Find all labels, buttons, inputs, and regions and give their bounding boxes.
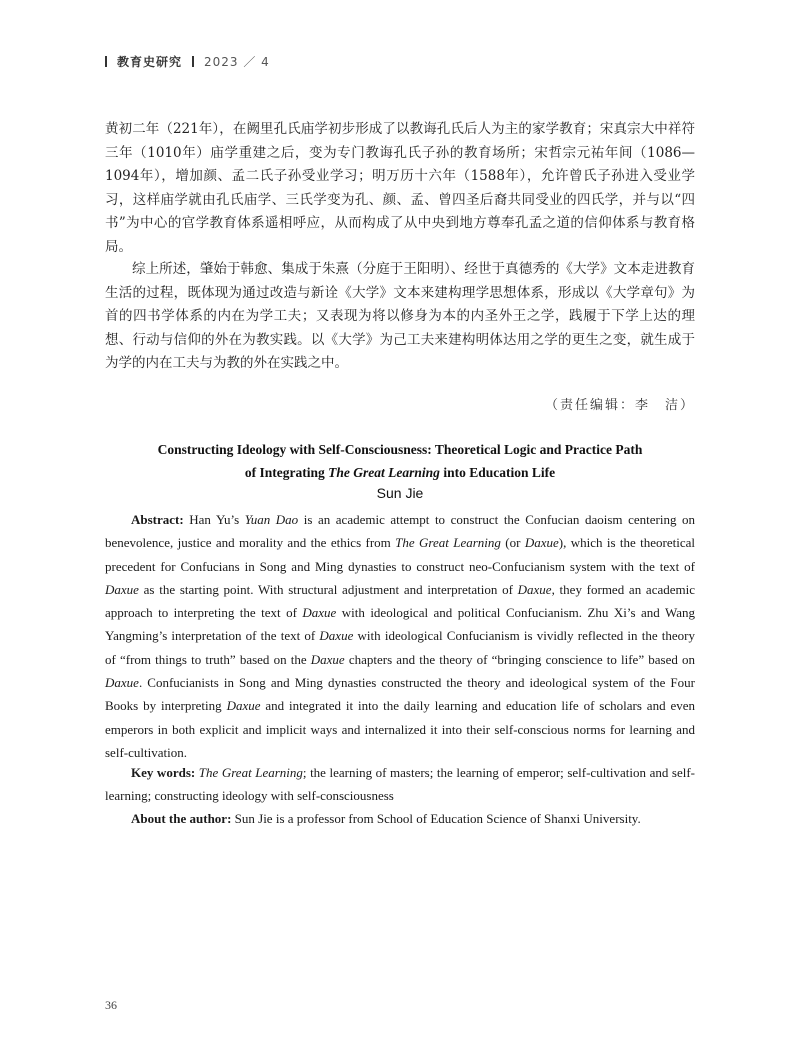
abstract-label: Abstract: <box>131 512 184 527</box>
cn-paragraph-2: 综上所述，肇始于韩愈、集成于朱熹（分庭于王阳明）、经世于真德秀的《大学》文本走进教育生活的过程，既体现为通过改造与新诠《大学》文本来建构理学思想体系，形成以《大学章句》为首的四书学体系的内在为学工夫；又表现为将以修身为本的内圣外王之学，践履于下学上达的理想、行动与信仰的外在为教实践。以《大学》为己工夫来建构明体达用之学的更生之变，就生成于为学的内在工夫与为教的外在实践之中。 <box>105 261 695 371</box>
about-author-text: Sun Jie is a professor from School of Education Science of Shanxi University. <box>231 811 641 826</box>
abstract-text: chapters and the theory of “bringing conscience to life” based on <box>344 651 695 667</box>
about-author-paragraph <box>105 807 695 830</box>
abstract-italic: Daxue <box>524 535 559 551</box>
cn-paragraph-1: 黄初二年（221年），在阙里孔氏庙学初步形成了以教诲孔氏后人为主的家学教育；宋真宗大中祥符三年（1010年）庙学重建之后，变为专门教诲孔氏子孙的教育场所；宋哲宗元祐年间（1086—1094年），增加颜、孟二氏子孙受业学习；明万历十六年（1588年），允许曾氏子孙进入受业学习，这样庙学就由孔氏庙学、三氏学变为孔、颜、孟、曾四圣后裔共同受业的四氏学，并与以“四书”为中心的官学教育体系遥相呼应，从而构成了从中央到地方尊奉孔孟之道的信仰体系与教育格局。 <box>105 121 695 255</box>
english-title-line-1: Constructing Ideology with Self-Consciousness: Theoretical Logic and Practice Path <box>157 442 643 457</box>
abstract-italic: Daxue <box>517 581 552 597</box>
about-author-block <box>105 807 695 830</box>
abstract-text: . Confucianists in Song and Ming dynasties constructed the theory and ideological system of the Four Books by interpreting <box>105 675 695 714</box>
abstract-text: and integrated it into the daily learning and education life of scholars and even emperors in both explicit and implicit ways and internalized it into their self-conscious norms for learning and self-cultivation. <box>105 698 695 760</box>
abstract-text: with ideological and political Confucianism. Zhu Xi’s and Wang Yangming’s interpretation of the text of <box>105 605 695 644</box>
cn-paragraph-1-block <box>105 118 695 259</box>
abstract-italic: Daxue <box>302 605 337 621</box>
abstract-paragraph <box>105 508 695 764</box>
abstract-text: , they formed an academic approach to interpreting the text of <box>105 581 696 621</box>
abstract-italic: Daxue <box>319 628 354 644</box>
abstract-text: with ideological Confucianism is vividly reflected in the theory of “from things to truth” based on the <box>105 628 695 667</box>
author-name: Sun Jie <box>376 485 424 501</box>
abstract-italic: Daxue <box>105 675 139 691</box>
abstract-text: is an academic attempt to construct the Confucian daoism centering on benevolence, justice and morality and the ethics from <box>105 512 695 551</box>
abstract-italic: Daxue <box>105 581 139 597</box>
abstract-italic: The Great Learning <box>395 535 501 551</box>
abstract-text: Han Yu’s <box>183 512 245 527</box>
abstract-italic: Daxue <box>226 698 261 714</box>
page-number: 36 <box>105 998 117 1012</box>
keywords-paragraph <box>105 761 695 808</box>
english-title-line-2 <box>105 461 695 485</box>
abstract-block <box>105 508 695 764</box>
keywords-label: Key words: <box>131 765 196 780</box>
title-line2-post: into Education Life <box>439 465 556 480</box>
abstract-italic: Daxue <box>310 651 345 667</box>
cn-paragraph-2-block <box>105 258 695 376</box>
journal-name: 教育史研究 <box>117 55 183 69</box>
abstract-text: as the starting point. With structural adjustment and interpretation of <box>138 581 518 597</box>
abstract-italic: Yuan Dao <box>244 512 299 527</box>
issue-number: 2023 ／ 4 <box>204 55 270 69</box>
abstract-text: (or <box>500 535 525 551</box>
about-author-label: About the author: <box>131 811 232 826</box>
header-bar-right <box>192 56 194 67</box>
header-bar-left <box>105 56 107 67</box>
abstract-text: ), which is the theoretical precedent for Confucians in Song and Ming dynasties to construct neo-Confucianism system with the text of <box>105 535 695 574</box>
title-line2-pre: of Integrating <box>244 465 329 480</box>
responsible-editor: （责任编辑：李 洁） <box>544 398 695 413</box>
title-line2-italic: The Great Learning <box>328 465 440 480</box>
running-header <box>105 53 270 70</box>
keywords-text: ; the learning of masters; the learning of emperor; self-cultivation and self-learning; constructing ideology with self-consciousness <box>105 765 695 804</box>
keywords-block <box>105 761 695 808</box>
keywords-italic: The Great Learning <box>198 765 303 780</box>
